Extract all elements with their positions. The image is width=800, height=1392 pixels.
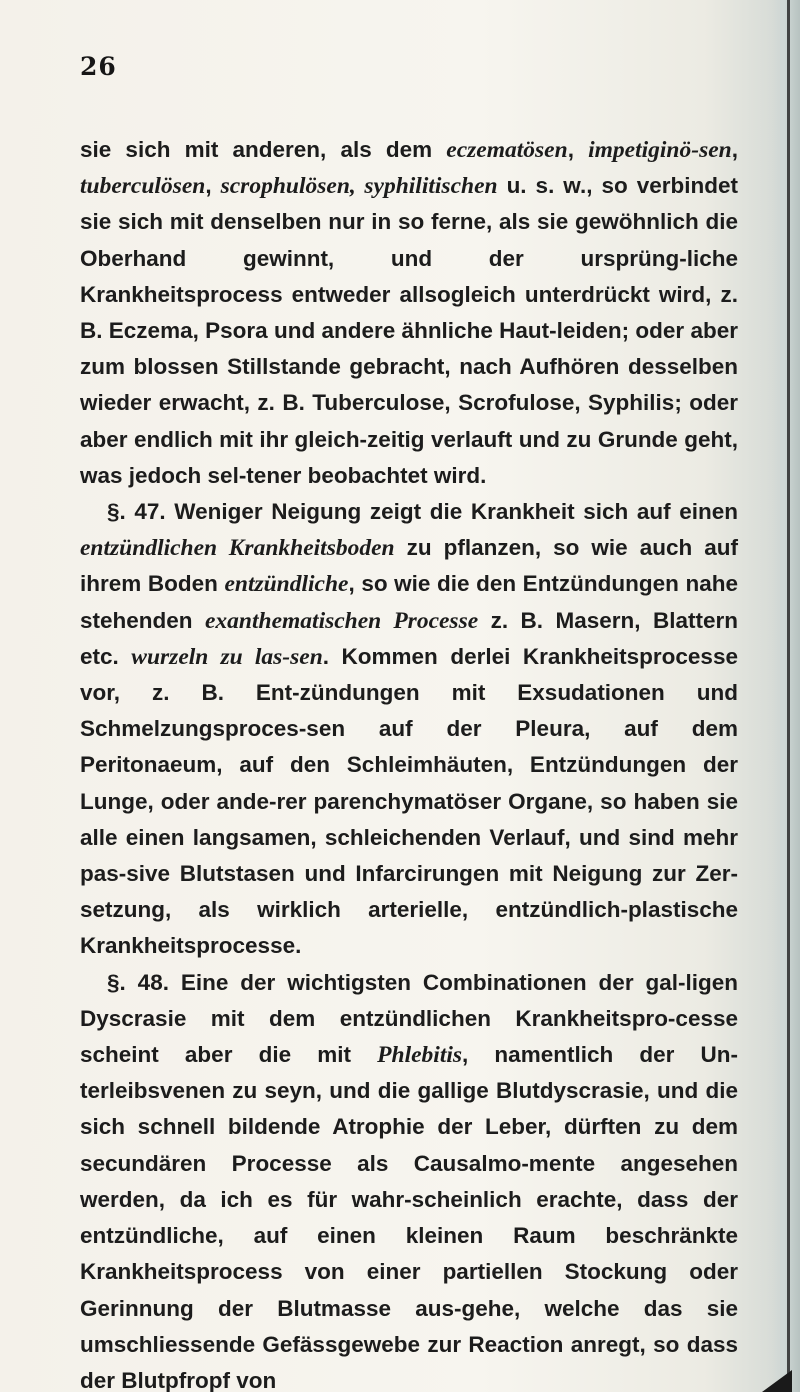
italic-term: impetiginö-sen [588, 137, 732, 163]
text-run: , [567, 137, 589, 162]
text-run: , [731, 137, 738, 162]
text-run: . Kommen derlei Krankheitsprocesse vor, z. B. Ent-zündungen mit Exsudationen und Schmelzungsproces-sen auf der Pleura, auf dem Peritonaeum, auf den Schleimhäuten, Entzündungen der Lunge, oder ande-rer parenchymatöser Organe, so haben sie alle einen langsamen, schleichenden Verlauf, und sind mehr pas-sive Blutstasen und Infarcirungen mit Neigung zur Zer-setzung, als wirklich arterielle, entzündlich-plastische Krankheitsprocesse. [80, 643, 738, 959]
italic-term: scrophulösen, syphilitischen [220, 173, 498, 200]
italic-term: Phlebitis [377, 1042, 463, 1069]
italic-term: wurzeln zu las-sen [131, 643, 323, 670]
text-run: sie sich mit anderen, als dem [80, 137, 447, 162]
paragraph-section-47 [80, 494, 738, 965]
text-run: u. s. w., so verbindet sie sich mit denselben nur in so ferne, als sie gewöhnlich die Oberhand gewinnt, und der ursprüng-liche Krankheitsprocess entweder allsogleich unterdrückt wird, z. B. Eczema, Psora und andere ähnliche Haut-leiden; oder aber zum blossen Stillstande gebracht, nach Aufhören desselben wieder erwacht, z. B. Tuberculose, Scrofulose, Syphilis; oder aber endlich mit ihr gleich-zeitig verlauft und zu Grunde geht, was jedoch sel-tener beobachtet wird. [80, 173, 738, 488]
italic-term: entzündliche [224, 571, 349, 598]
body-text [80, 132, 738, 1392]
text-run: , [205, 173, 221, 199]
paragraph-section-48 [80, 965, 738, 1392]
italic-term: tuberculösen [80, 173, 206, 200]
italic-term: entzündlichen Krankheitsboden [80, 535, 395, 562]
text-run: , so wie die den Entzündungen nahe stehenden [80, 571, 738, 633]
paragraph-continuation [80, 132, 738, 494]
page-number: 26 [80, 52, 117, 81]
italic-term: eczematösen [446, 137, 568, 163]
text-run: z. B. Masern, Blattern etc. [80, 607, 739, 669]
binding-edge-line [787, 0, 790, 1392]
italic-term: exanthematischen Processe [204, 607, 479, 634]
text-run: §. 48. Eine der wichtigsten Combinationen der gal-ligen Dyscrasie mit dem entzündlichen Krankheitspro-cesse scheint aber die mit [80, 969, 738, 1068]
text-run: , namentlich der Un-terleibsvenen zu seyn, und die gallige Blutdyscrasie, und die sich schnell bildende Atrophie der Leber, dürften zu dem secundären Processe als Causalmo-mente angesehen werden, da ich es für wahr-scheinlich erachte, dass der entzündliche, auf einen kleinen Raum beschränkte Krankheitsprocess von einer partiellen Stockung oder Gerinnung der Blutmasse aus-gehe, welche das sie umschliessende Gefässgewebe zur Reaction anregt, so dass der Blutpfropf von [80, 1042, 739, 1392]
text-run: §. 47. Weniger Neigung zeigt die Krankheit sich auf einen [107, 499, 738, 525]
text-run: zu pflanzen, so wie auch auf ihrem Boden [80, 535, 738, 597]
